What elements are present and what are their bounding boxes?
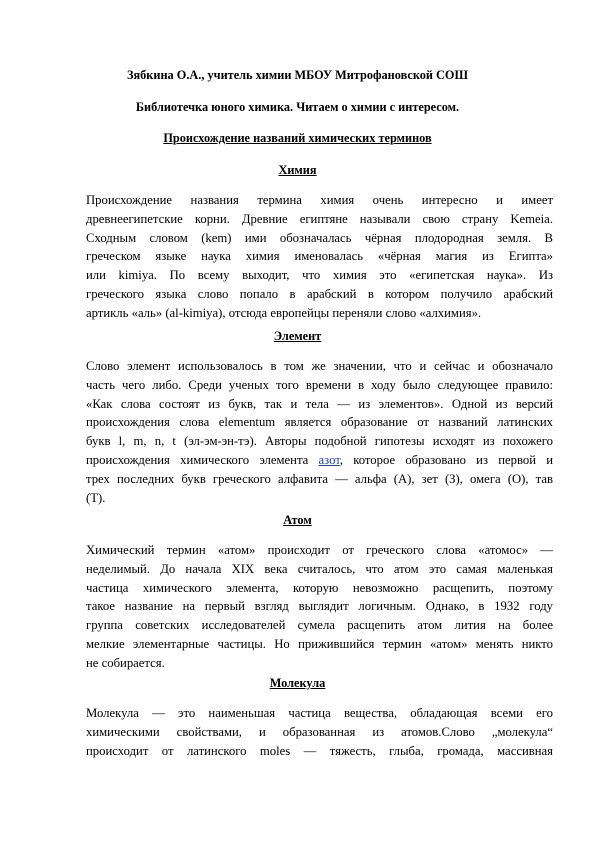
text-line: артикль «аль» (al-kimiya), отсюда европейцы переняли слово «алхимия». bbox=[86, 305, 482, 320]
section-paragraph-atom bbox=[86, 541, 553, 673]
section-paragraph-molecule bbox=[86, 704, 553, 760]
text-line: частица химического элемента, которую невозможно расщепить, поэтому bbox=[86, 580, 553, 595]
text-line: происходит от латинского moles — тяжесть, глыба, громада, массивная bbox=[86, 743, 553, 758]
text-line: неделимый. До начала XIX века считалось, что атом это самая маленькая bbox=[86, 561, 553, 576]
section-title-molecule: Молекула bbox=[269, 676, 326, 690]
text-line: такое название на первый взгляд выглядит логичным. Однако, в 1932 году bbox=[86, 599, 553, 614]
text-line: Слово элемент использовалось в том же значении, что и сейчас и обозначало bbox=[86, 359, 553, 373]
text-line: трех последних букв греческого алфавита — альфа (А), зет (З), омега (О), тав bbox=[86, 471, 553, 486]
text-line: происхождения слова elementum является образование от названий латинских bbox=[86, 415, 553, 430]
nitrogen-link[interactable]: азот bbox=[318, 452, 340, 467]
text-line: букв l, m, n, t (эл-эм-эн-тэ). Авторы подобной гипотезы исходят из похожего bbox=[86, 434, 553, 449]
author-line: Зябкина О.А., учитель химии МБОУ Митрофановской СОШ bbox=[126, 68, 469, 82]
text-line: Химический термин «атом» происходит от греческого слова «атомос» — bbox=[86, 543, 553, 557]
section-paragraph-chemistry bbox=[86, 191, 553, 323]
text-line: Происхождение названия термина химия очень интересно и имеет bbox=[86, 193, 553, 207]
text-line: часть чего либо. Среди ученых того времени в ходу было следующее правило: bbox=[86, 377, 553, 392]
text-line: группа советских исследователей сумела расщепить атом лития на более bbox=[86, 618, 553, 633]
text-line: Сходным словом (kem) ими обозначалась чёрная плодородная земля. В bbox=[86, 230, 553, 245]
text-segment: , которое образовано из первой и bbox=[339, 452, 553, 467]
text-line: не собирается. bbox=[86, 655, 165, 670]
text-segment: происхождения химического элемента bbox=[86, 452, 319, 467]
series-title: Библиотечка юного химика. Читаем о химии с интересом. bbox=[135, 100, 460, 114]
text-line-with-link bbox=[86, 451, 553, 470]
section-title-element: Элемент bbox=[273, 329, 322, 343]
section-paragraph-element bbox=[86, 357, 553, 507]
text-line: греческого языка слово попало в арабский в котором получило арабский bbox=[86, 286, 553, 301]
text-line: мелкие элементарные частицы. Но прижившийся термин «атом» менять никто bbox=[86, 636, 553, 651]
text-line: «Как слова состоят из букв, так и тела — из элементов». Одной из версий bbox=[86, 396, 553, 411]
section-title-chemistry: Химия bbox=[278, 163, 317, 177]
text-line: или kimiya. По всему выходит, что химия это «египетская наука». Из bbox=[86, 268, 553, 283]
topic-title: Происхождение названий химических терминов bbox=[163, 131, 432, 145]
text-line: (Т). bbox=[86, 490, 106, 505]
text-line: греческом языке наука химия именовалась «чёрная магия из Египта» bbox=[86, 249, 553, 264]
text-line: химическими свойствами, и образованная из атомов.Слово „молекула“ bbox=[86, 724, 553, 739]
text-line: древнеегипетские корни. Древние египтяне называли свою страну Kemeia. bbox=[86, 211, 553, 226]
text-line: Молекула — это наименьшая частица вещества, обладающая всеми его bbox=[86, 706, 553, 720]
section-title-atom: Атом bbox=[283, 513, 312, 527]
